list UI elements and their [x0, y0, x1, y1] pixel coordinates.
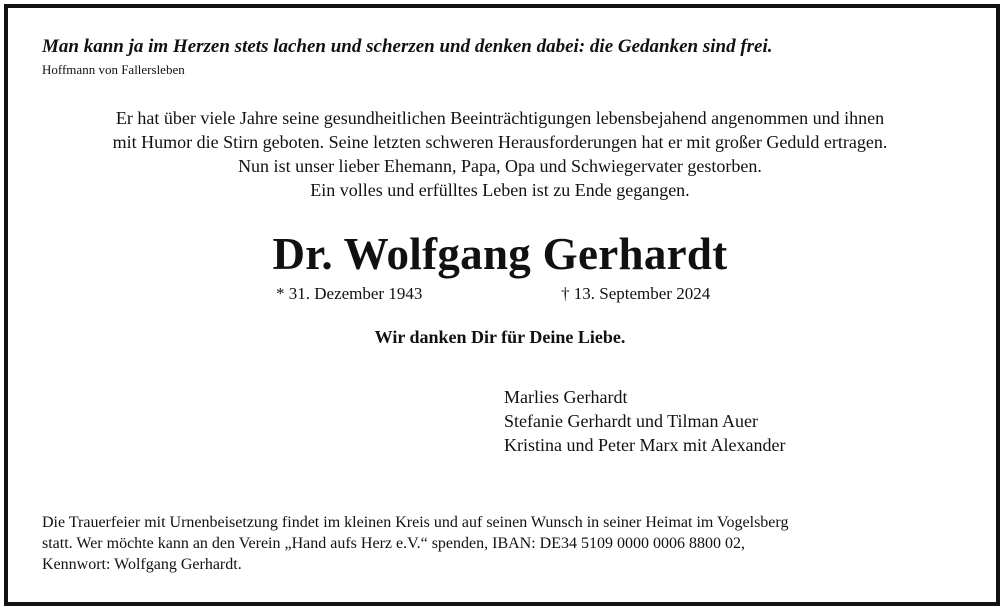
- mourner-name: Kristina und Peter Marx mit Alexander: [504, 435, 786, 455]
- motto-author: Hoffmann von Fallersleben: [42, 62, 185, 77]
- intro-line: Ein volles und erfülltes Leben ist zu Ende gegangen.: [310, 180, 690, 200]
- intro-line: mit Humor die Stirn geboten. Seine letzten schweren Herausforderungen hat er mit großer Geduld ertragen.: [112, 132, 888, 152]
- mourners-list: [504, 385, 785, 457]
- intro-text: [0, 106, 1000, 202]
- mourner-name: Stefanie Gerhardt und Tilman Auer: [504, 411, 758, 431]
- intro-line: Er hat über viele Jahre seine gesundheitlichen Beeinträchtigungen lebensbejahend angenommen und ihnen: [115, 108, 885, 128]
- motto-quote: Man kann ja im Herzen stets lachen und scherzen und denken dabei: die Gedanken sind frei.: [42, 36, 773, 57]
- thanks-line: Wir danken Dir für Deine Liebe.: [374, 327, 626, 347]
- funeral-notice: [42, 512, 788, 575]
- birth-date: * 31. Dezember 1943: [276, 284, 423, 303]
- funeral-line: Kennwort: Wolfgang Gerhardt.: [42, 556, 242, 573]
- intro-line: Nun ist unser lieber Ehemann, Papa, Opa und Schwiegervater gestorben.: [238, 156, 762, 176]
- funeral-line: Die Trauerfeier mit Urnenbeisetzung findet im kleinen Kreis und auf seinen Wunsch in seiner Heimat im Vogelsberg: [42, 514, 789, 531]
- funeral-line: statt. Wer möchte kann an den Verein „Hand aufs Herz e.V.“ spenden, IBAN: DE34 5109 0000 0006 8800 02,: [42, 535, 745, 552]
- death-date: † 13. September 2024: [561, 284, 711, 303]
- mourner-name: Marlies Gerhardt: [504, 387, 628, 407]
- deceased-name: Dr. Wolfgang Gerhardt: [272, 229, 728, 279]
